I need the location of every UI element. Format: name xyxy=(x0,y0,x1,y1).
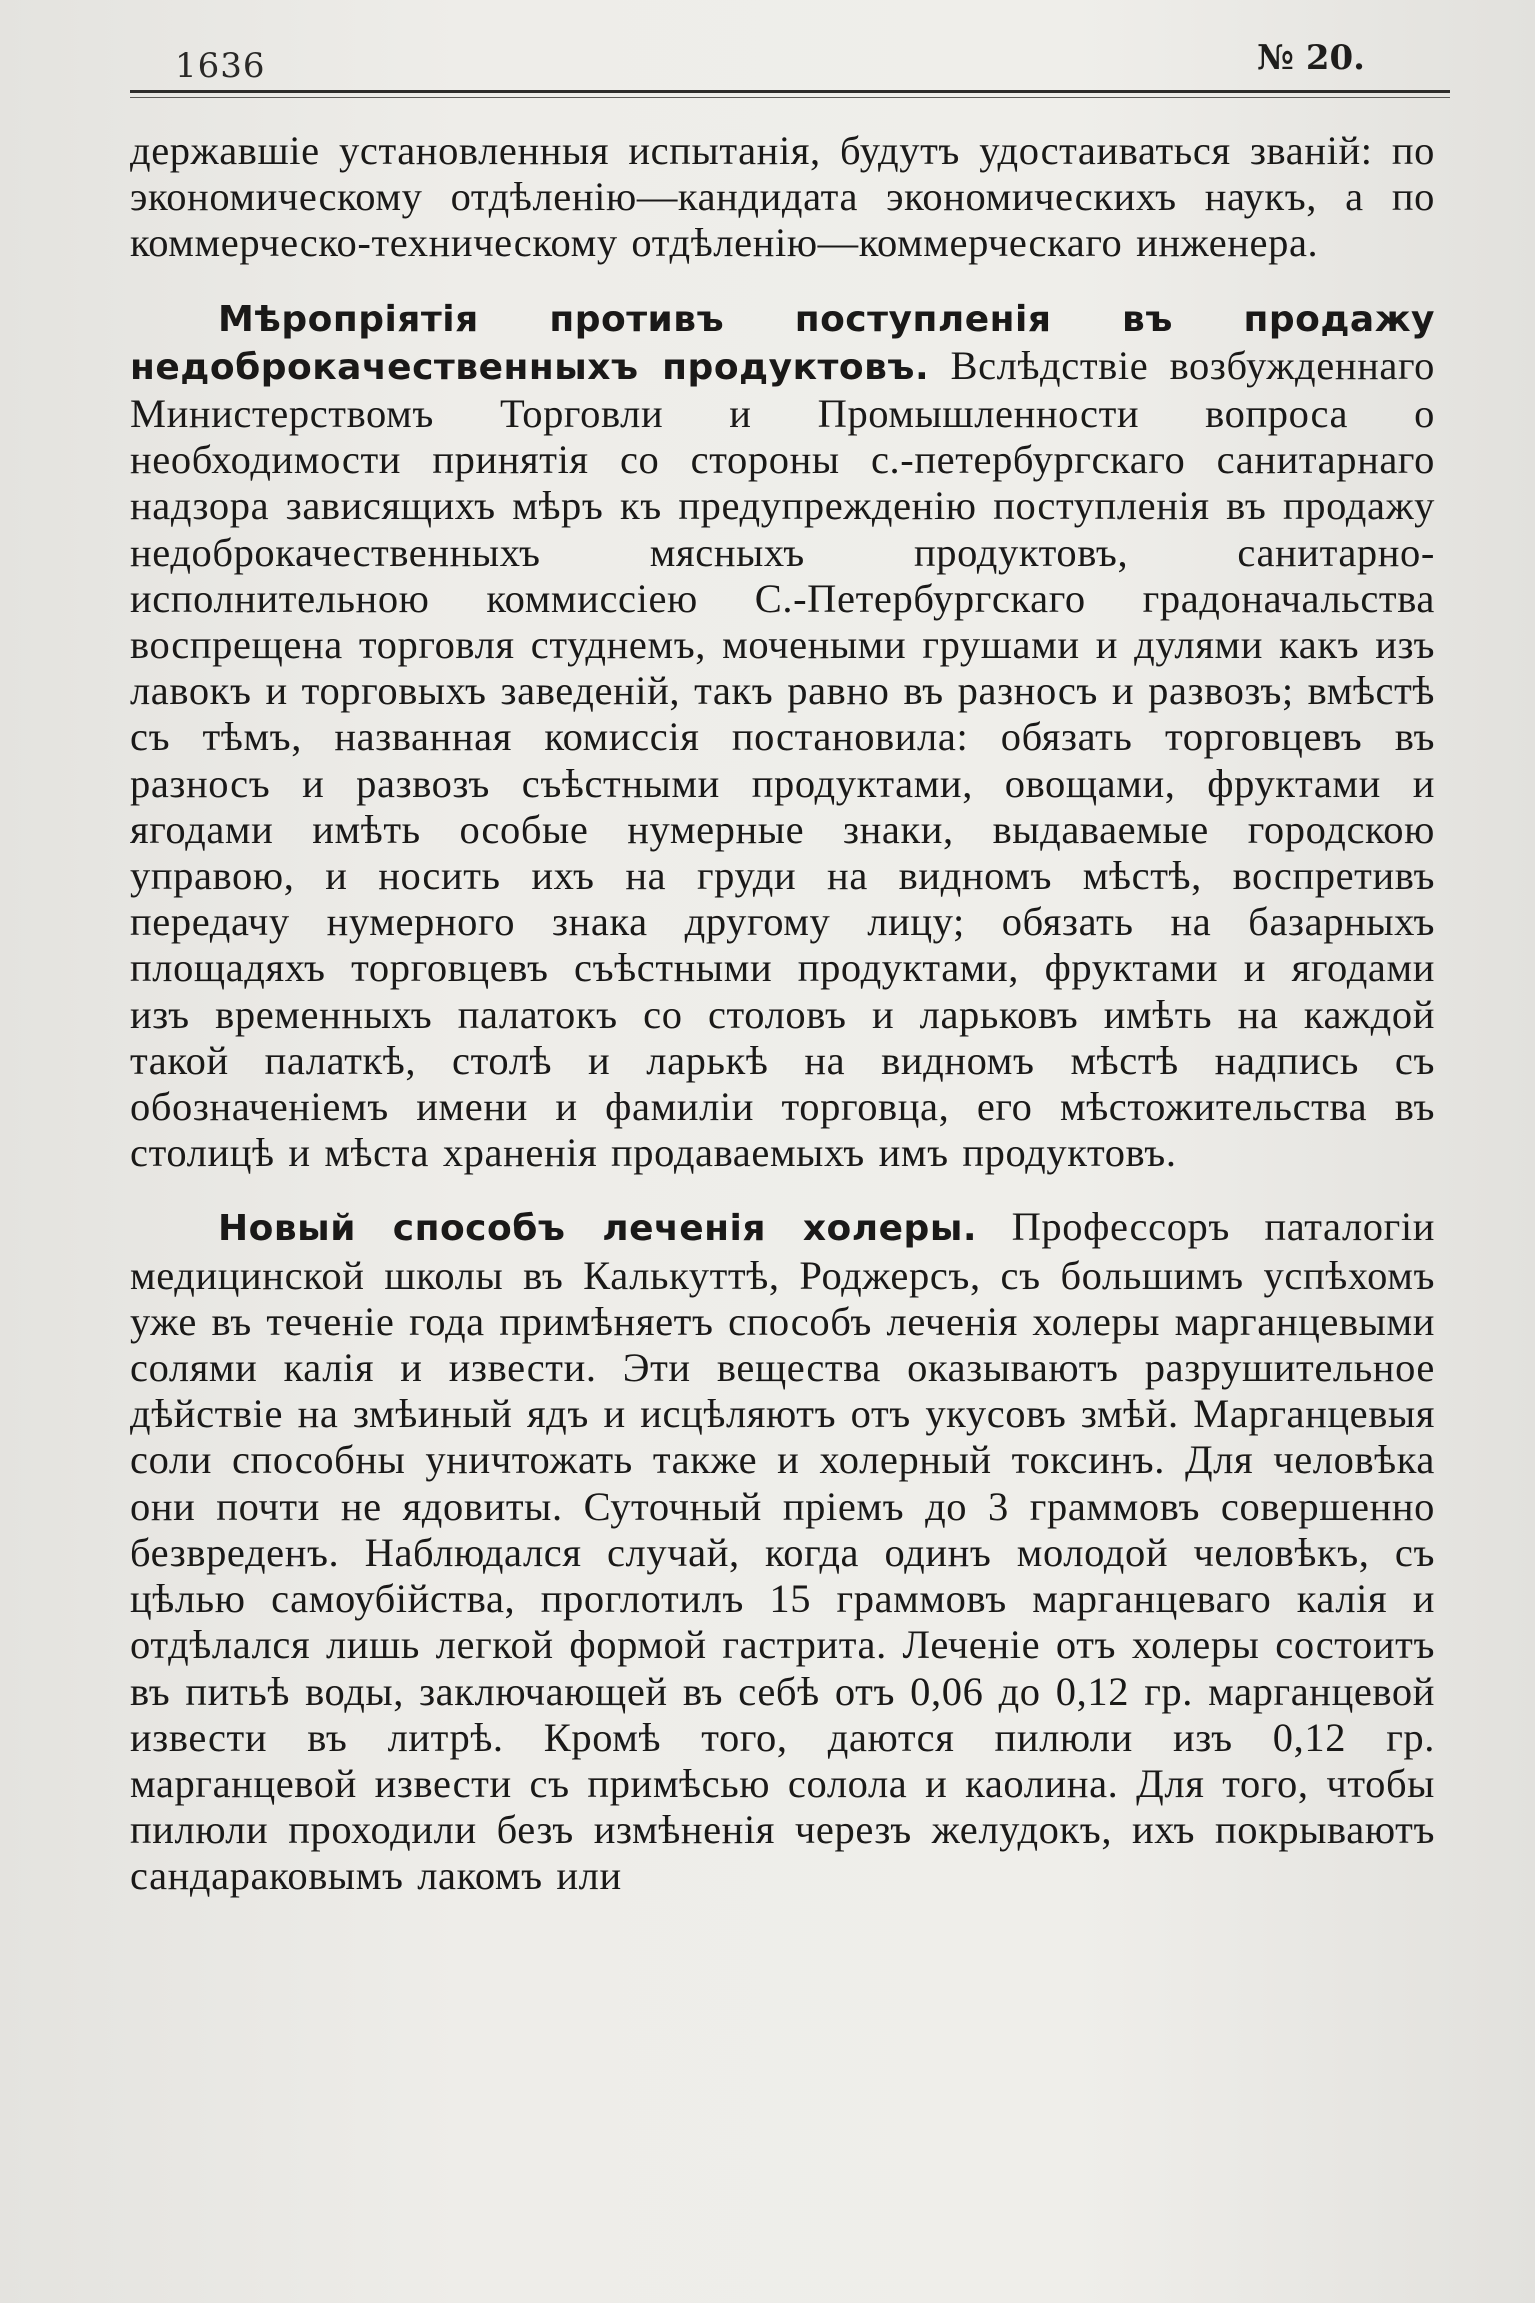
section-heading: Мѣропріятія противъ поступленія въ продажу недоброкачественныхъ продуктовъ. xyxy=(130,298,1435,388)
paragraph-text: Профессоръ паталогіи медицинской школы въ Калькуттѣ, Роджерсъ, съ большимъ успѣхомъ уже въ теченіе года примѣняетъ способъ леченія холеры марганцевыми солями калія и извести. Эти вещества оказываютъ разрушительное дѣйствіе на змѣиный ядъ и исцѣляютъ отъ укусовъ змѣй. Марганцевыя соли способны уничтожать также и холерный токсинъ. Для человѣка они почти не ядовиты. Суточный пріемъ до 3 граммовъ совершенно безвреденъ. Наблюдался случай, когда одинъ молодой человѣкъ, съ цѣлью самоубійства, проглотилъ 15 граммовъ марганцеваго калія и отдѣлался лишь легкой формой гастрита. Леченіе отъ холеры состоитъ въ питьѣ воды, заключающей въ себѣ отъ 0,06 до 0,12 гр. марганцевой извести въ литрѣ. Кромѣ того, даются пилюли изъ 0,12 гр. марганцевой извести съ примѣсью солола и каолина. Для того, чтобы пилюли проходили безъ измѣненія черезъ желудокъ, ихъ покрываютъ сандараковымъ лакомъ или xyxy=(130,1204,1435,1899)
page-header xyxy=(175,38,1365,98)
paragraph-measures xyxy=(130,295,1435,1177)
paragraph-cholera xyxy=(130,1204,1435,1899)
header-rule xyxy=(130,90,1450,98)
section-heading: Новый способъ леченія холеры. xyxy=(218,1208,978,1250)
paragraph-text: Вслѣдствіе возбужденнаго Министерствомъ Торговли и Промышленности вопроса о необходимости принятія со стороны с.-петербургскаго санитарнаго надзора зависящихъ мѣръ къ предупрежденію поступленія въ продажу недоброкачественныхъ мясныхъ продуктовъ, санитарно-исполнительною коммиссіею С.-Петербургскаго градоначальства воспрещена торговля студнемъ, мочеными грушами и дулями какъ изъ лавокъ и торговыхъ заведеній, такъ равно въ разносъ и развозъ; вмѣстѣ съ тѣмъ, названная комиссія постановила: обязать торговцевъ въ разносъ и развозъ съѣстными продуктами, овощами, фруктами и ягодами имѣть особые нумерные знаки, выдаваемые городскою управою, и носить ихъ на груди на видномъ мѣстѣ, воспретивъ передачу нумерного знака другому лицу; обязать на базарныхъ площадяхъ торговцевъ съѣстными продуктами, фруктами и ягодами изъ временныхъ палатокъ со столовъ и ларьковъ имѣть на каждой такой палаткѣ, столѣ и ларькѣ на видномъ мѣстѣ надпись съ обозначеніемъ имени и фамиліи торговца, его мѣстожительства въ столицѣ и мѣста храненія продаваемыхъ имъ продуктовъ. xyxy=(130,342,1435,1176)
paragraph-text: державшіе установленныя испытанія, будутъ удостаиваться званій: по экономическому отдѣленію—кандидата экономическихъ наукъ, а по коммерческо-техническому отдѣленію—коммерческаго инженера. xyxy=(130,128,1435,266)
article-body xyxy=(130,128,1435,1900)
page-number: 1636 xyxy=(175,46,266,86)
issue-number: № 20. xyxy=(1257,38,1365,78)
paragraph-continuation xyxy=(130,128,1435,267)
